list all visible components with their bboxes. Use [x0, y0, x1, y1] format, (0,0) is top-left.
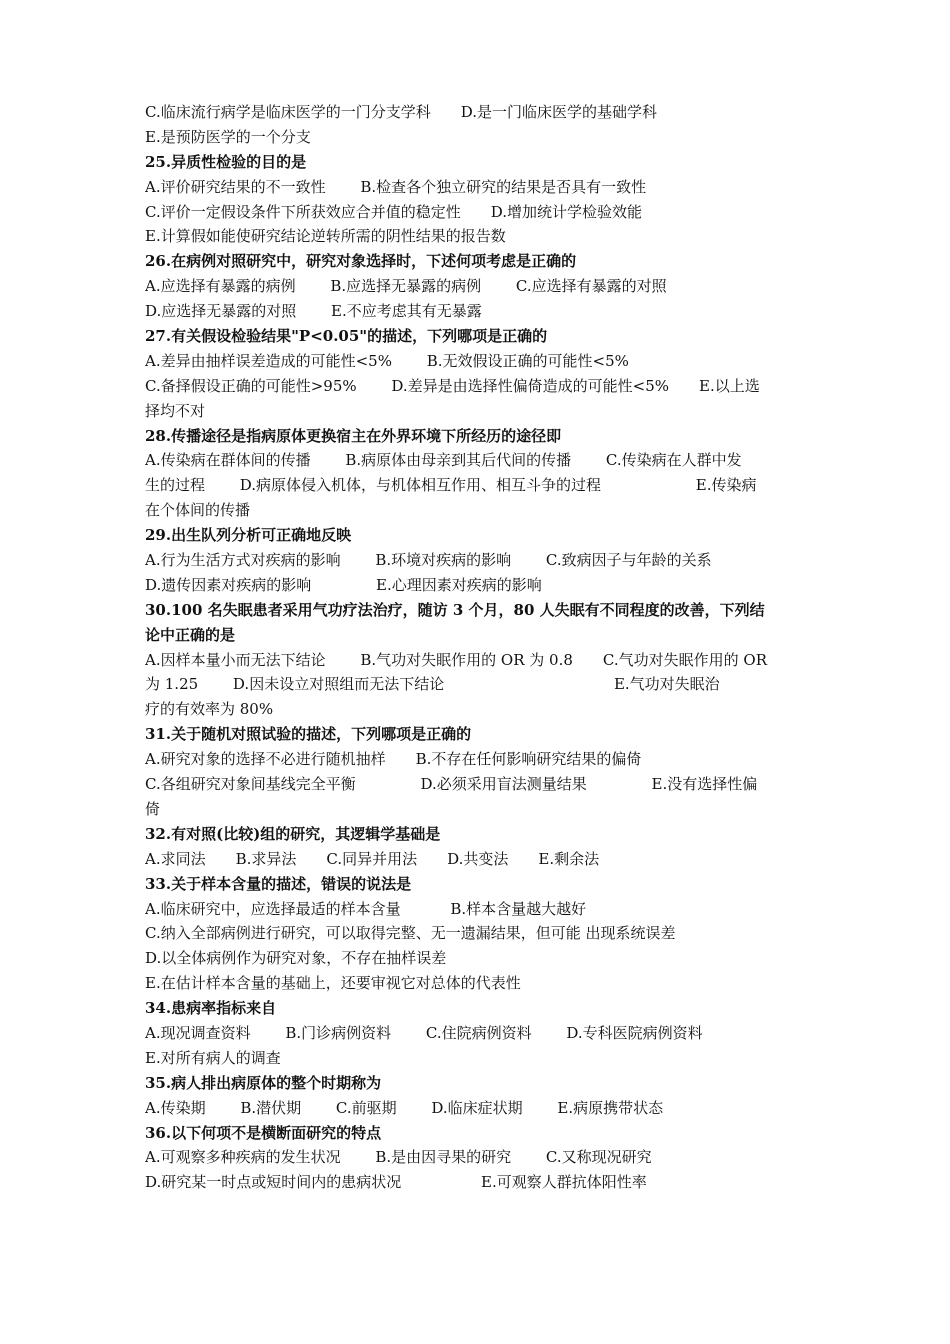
answer-options-line: A.差异由抽样误差造成的可能性<5% B.无效假设正确的可能性<5% — [145, 351, 629, 370]
answer-options-line: A.可观察多种疾病的发生状况 B.是由因寻果的研究 C.又称现况研究 — [145, 1148, 652, 1167]
answer-options-line: C.备择假设正确的可能性>95% D.差异是由选择性偏倚造成的可能性<5% E.以上选 — [145, 376, 760, 395]
answer-options-line: A.传染病在群体间的传播 B.病原体由母亲到其后代间的传播 C.传染病在人群中发 — [145, 451, 742, 470]
answer-options-line: A.行为生活方式对疾病的影响 B.环境对疾病的影响 C.致病因子与年龄的关系 — [145, 551, 712, 570]
question-stem: 36.以下何项不是横断面研究的特点 — [145, 1123, 382, 1142]
question-stem: 35.病人排出病原体的整个时期称为 — [145, 1073, 382, 1092]
answer-options-line: A.研究对象的选择不必进行随机抽样 B.不存在任何影响研究结果的偏倚 — [145, 750, 642, 769]
question-stem: 30.100 名失眠患者采用气功疗法治疗，随访 3 个月，80 人失眠有不同程度的改善，下列结 — [145, 600, 765, 619]
answer-options-line: C.临床流行病学是临床医学的一门分支学科 D.是一门临床医学的基础学科 — [145, 103, 657, 121]
question-stem: 25.异质性检验的目的是 — [145, 152, 307, 171]
answer-options-line: A.传染期 B.潜伏期 C.前驱期 D.临床症状期 E.病原携带状态 — [145, 1098, 664, 1117]
answer-options-line: 择均不对 — [145, 401, 206, 420]
answer-options-line: A.临床研究中，应选择最适的样本含量 B.样本含量越大越好 — [145, 899, 587, 918]
question-stem: 32.有对照(比较)组的研究，其逻辑学基础是 — [145, 824, 441, 843]
question-stem: 33.关于样本含量的描述，错误的说法是 — [145, 874, 412, 893]
answer-options-line: D.以全体病例作为研究对象，不存在抽样误差 — [145, 949, 447, 968]
answer-options-line: 为 1.25 D.因未设立对照组而无法下结论 E.气功对失眠治 — [145, 675, 720, 694]
answer-options-line: A.现况调查资料 B.门诊病例资料 C.住院病例资料 D.专科医院病例资料 — [145, 1023, 703, 1042]
question-stem: 论中正确的是 — [145, 625, 236, 644]
answer-options-line: 倚 — [145, 799, 161, 818]
answer-options-line: C.纳入全部病例进行研究，可以取得完整、无一遗漏结果，但可能 出现系统误差 — [145, 924, 676, 943]
answer-options-line: 疗的有效率为 80% — [145, 700, 274, 719]
answer-options-line: E.对所有病人的调查 — [145, 1048, 281, 1067]
answer-options-line: C.各组研究对象间基线完全平衡 D.必须采用盲法测量结果 E.没有选择性偏 — [145, 775, 758, 794]
question-stem: 27.有关假设检验结果"P<0.05"的描述，下列哪项是正确的 — [145, 327, 548, 346]
answer-options-line: A.应选择有暴露的病例 B.应选择无暴露的病例 C.应选择有暴露的对照 — [145, 277, 667, 296]
question-list — [145, 100, 815, 1195]
question-stem: 34.患病率指标来自 — [145, 999, 277, 1018]
answer-options-line: E.在估计样本含量的基础上，还要审视它对总体的代表性 — [145, 974, 521, 993]
answer-options-line: D.遗传因素对疾病的影响 E.心理因素对疾病的影响 — [145, 575, 542, 594]
answer-options-line: A.因样本量小而无法下结论 B.气功对失眠作用的 OR 为 0.8 C.气功对失眠作用的 OR — [145, 650, 767, 669]
question-stem: 26.在病例对照研究中，研究对象选择时，下述何项考虑是正确的 — [145, 252, 577, 271]
question-stem: 28.传播途径是指病原体更换宿主在外界环境下所经历的途径即 — [145, 426, 562, 445]
answer-options-line: 生的过程 D.病原体侵入机体，与机体相互作用、相互斗争的过程 E.传染病 — [145, 476, 757, 495]
answer-options-line: A.评价研究结果的不一致性 B.检查各个独立研究的结果是否具有一致性 — [145, 177, 647, 196]
answer-options-line: 在个体间的传播 — [145, 501, 251, 520]
answer-options-line: D.应选择无暴露的对照 E.不应考虑其有无暴露 — [145, 302, 482, 321]
answer-options-line: E.是预防医学的一个分支 — [145, 127, 311, 146]
question-stem: 31.关于随机对照试验的描述，下列哪项是正确的 — [145, 725, 472, 744]
answer-options-line: C.评价一定假设条件下所获效应合并值的稳定性 D.增加统计学检验效能 — [145, 202, 642, 221]
answer-options-line: D.研究某一时点或短时间内的患病状况 E.可观察人群抗体阳性率 — [145, 1173, 647, 1192]
question-stem: 29.出生队列分析可正确地反映 — [145, 526, 352, 545]
answer-options-line: A.求同法 B.求异法 C.同异并用法 D.共变法 E.剩余法 — [145, 849, 600, 868]
answer-options-line: E.计算假如能使研究结论逆转所需的阴性结果的报告数 — [145, 227, 506, 246]
